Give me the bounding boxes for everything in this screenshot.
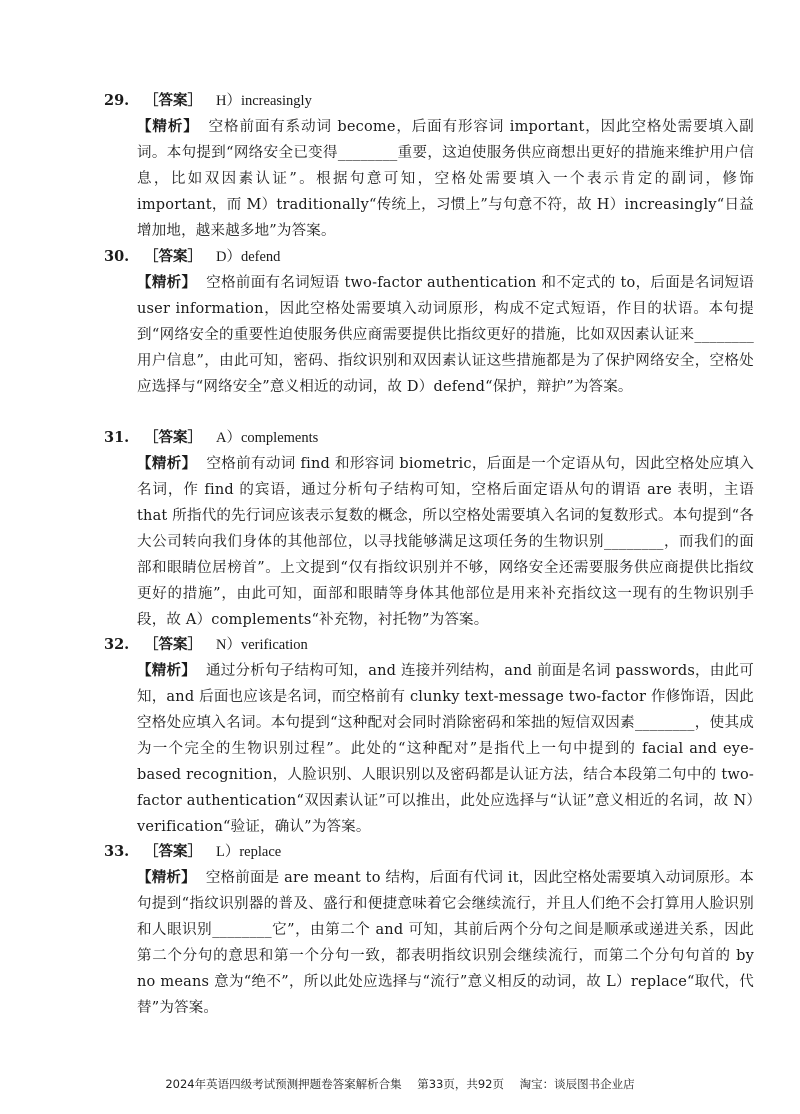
analysis-paragraph: [137, 270, 754, 400]
question-30: [104, 244, 754, 400]
analysis-paragraph: [137, 865, 754, 1021]
analysis-label: 【精析】: [137, 274, 197, 291]
analysis-text: 空格前有动词 find 和形容词 biometric，后面是一个定语从句，因此空格处应填入名词，作 find 的宾语，通过分析句子结构可知，空格后面定语从句的谓语 are 表明，主语 that 所指代的先行词应该表示复数的概念，所以空格处需要填入名词的复数形式。本句提到“各大公司转向我们身体的其他部位，以寻找能够满足这项任务的生物识别________，而我们的面部和眼睛位居榜首”。上文提到“仅有指纹识别并不够，网络安全还需要服务供应商提供比指纹更好的措施”，由此可知，面部和眼睛等身体其他部位是用来补充指纹这一现有的生物识别手段，故 A）complements“补充物，衬托物”为答案。: [137, 456, 754, 628]
question-29: [104, 88, 754, 244]
answer-line: [104, 632, 754, 658]
question-number: 31.: [104, 429, 130, 446]
analysis-paragraph: [137, 451, 754, 633]
analysis-text: 空格前面有系动词 become，后面有形容词 important，因此空格处需要填入副词。本句提到“网络安全已变得________重要，这迫使服务供应商想出更好的措施来维护用户信息，比如双因素认证”。根据句意可知，空格处需要填入一个表示肯定的副词，修饰 important，而 M）traditionally“传统上，习惯上”与句意不符，故 H）increasingly“日益增加地，越来越多地”为答案。: [137, 119, 754, 239]
answer-line: [104, 88, 754, 114]
analysis-paragraph: [137, 114, 754, 244]
analysis-text: 空格前面是 are meant to 结构，后面有代词 it，因此空格处需要填入动词原形。本句提到“指纹识别器的普及、盛行和便捷意味着它会继续流行，并且人们绝不会打算用人脸识别和人眼识别________它”，由第二个 and 可知，其前后两个分句之间是顺承或递进关系，因此第二个分句的意思和第一个分句一致，都表明指纹识别会继续流行，而第二个分句句首的 by no means 意为“绝不”，所以此处应选择与“流行”意义相反的动词，故 L）replace“取代，代替”为答案。: [137, 870, 755, 1016]
question-number: 33.: [104, 843, 130, 860]
analysis-label: 【精析】: [137, 455, 197, 472]
answer-value: A）complements: [216, 430, 319, 446]
answer-value: L）replace: [216, 844, 282, 860]
page-footer: [0, 1076, 800, 1092]
question-number: 30.: [104, 248, 130, 265]
footer-shop: 淘宝：谈辰图书企业店: [519, 1077, 635, 1091]
analysis-label: 【精析】: [137, 662, 197, 679]
analysis-label: 【精析】: [137, 869, 196, 886]
question-number: 32.: [104, 636, 130, 653]
question-number: 29.: [104, 92, 130, 109]
answer-line: [104, 425, 754, 451]
answer-label: ［答案］: [144, 92, 202, 109]
answer-label: ［答案］: [144, 248, 202, 265]
question-32: [104, 632, 754, 840]
footer-book-title: 2024年英语四级考试预测押题卷答案解析合集: [165, 1077, 402, 1091]
answer-value: H）increasingly: [216, 93, 312, 109]
answer-value: D）defend: [216, 249, 281, 265]
answer-line: [104, 839, 754, 865]
footer-page-info: 第33页，共92页: [417, 1077, 505, 1091]
analysis-text: 通过分析句子结构可知，and 连接并列结构，and 前面是名词 passwords，由此可知，and 后面也应该是名词，而空格前有 clunky text-message two-factor 作修饰语，因此空格处应填入名词。本句提到“这种配对会同时消除密码和笨拙的短信双因素________，使其成为一个完全的生物识别过程”。此处的“这种配对”是指代上一句中提到的 facial and eye-based recognition，人脸识别、人眼识别以及密码都是认证方法，结合本段第二句中的 two-factor authentication“双因素认证”可以推出，此处应选择与“认证”意义相近的名词，故 N）verification“验证，确认”为答案。: [137, 663, 754, 835]
analysis-text: 空格前面有名词短语 two-factor authentication 和不定式的 to，后面是名词短语 user information，因此空格处需要填入动词原形，构成不定式短语，作目的状语。本句提到“网络安全的重要性迫使服务供应商需要提供比指纹更好的措施，比如双因素认证来________用户信息”，由此可知，密码、指纹识别和双因素认证这些措施都是为了保护网络安全，空格处应选择与“网络安全”意义相近的动词，故 D）defend“保护，辩护”为答案。: [137, 275, 754, 395]
answer-label: ［答案］: [144, 636, 202, 653]
question-33: [104, 839, 754, 1021]
answer-line: [104, 244, 754, 270]
answer-label: ［答案］: [144, 429, 202, 446]
analysis-label: 【精析】: [137, 118, 199, 135]
analysis-paragraph: [137, 658, 754, 840]
question-31: [104, 425, 754, 633]
answer-value: N）verification: [216, 637, 308, 653]
answer-label: ［答案］: [144, 843, 202, 860]
